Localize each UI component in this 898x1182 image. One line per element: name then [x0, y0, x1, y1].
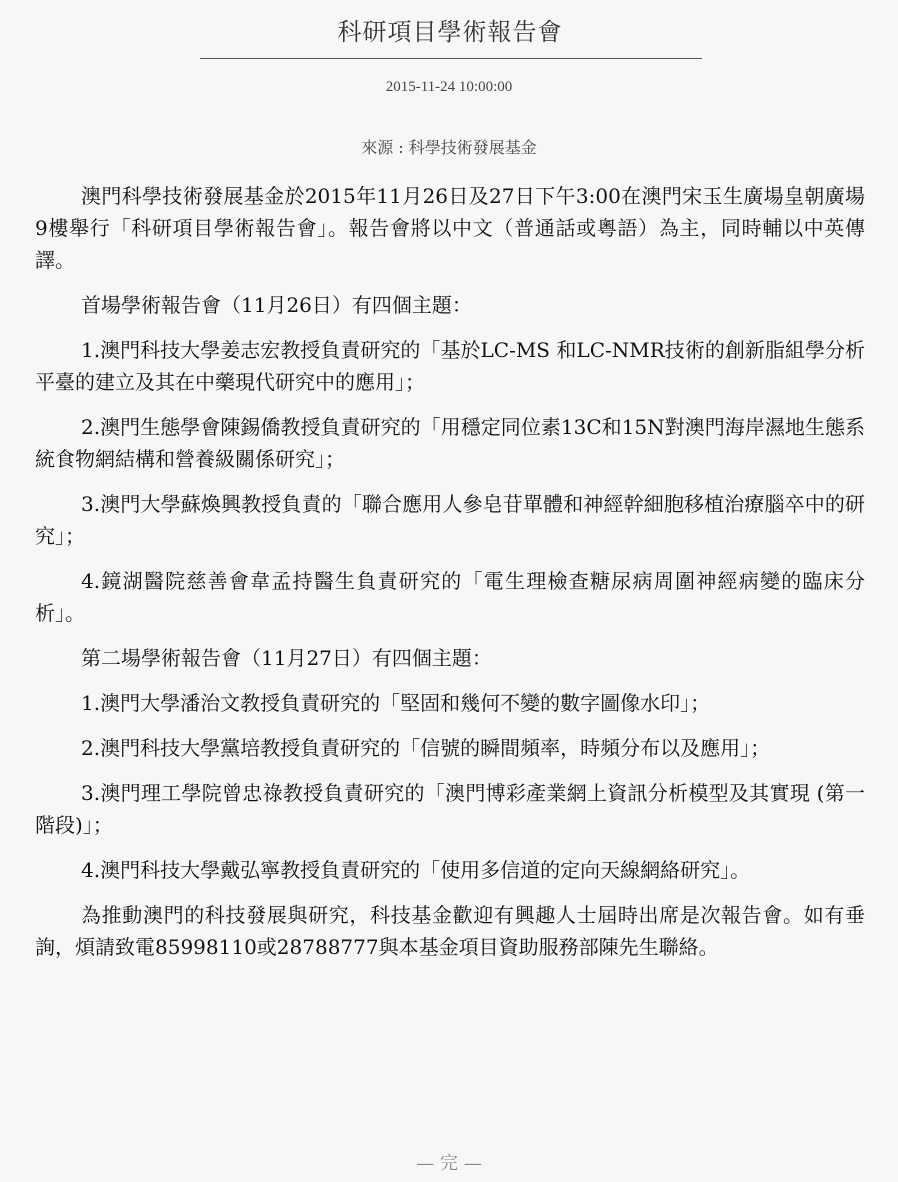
article-title: 科研項目學術報告會	[337, 18, 563, 46]
closing-paragraph: 為推動澳門的科技發展與研究，科技基金歡迎有興趣人士屆時出席是次報告會。如有垂詢，煩請致電85998110或28788777與本基金項目資助服務部陳先生聯絡。	[35, 903, 865, 959]
title-divider	[200, 58, 702, 59]
session-one-topic: 4.鏡湖醫院慈善會韋孟持醫生負責研究的「電生理檢查糖尿病周圍神經病變的臨床分析」。	[35, 569, 865, 625]
session-one-topic: 3.澳門大學蘇煥興教授負責的「聯合應用人參皂苷單體和神經幹細胞移植治療腦卒中的研究」；	[35, 492, 865, 548]
session-two-heading: 第二場學術報告會（11月27日）有四個主題：	[81, 646, 492, 670]
session-one-heading: 首場學術報告會（11月26日）有四個主題：	[81, 293, 472, 317]
session-two-topic: 4.澳門科技大學戴弘寧教授負責研究的「使用多信道的定向天線網絡研究」。	[81, 858, 751, 882]
article-body	[35, 180, 865, 976]
article-source: 來源 : 科學技術發展基金	[361, 138, 537, 157]
session-two-topic: 3.澳門理工學院曾忠祿教授負責研究的「澳門博彩產業網上資訊分析模型及其實現 (第一階段)」；	[35, 781, 865, 837]
session-one-topic: 2.澳門生態學會陳錫僑教授負責研究的「用穩定同位素13C和15N對澳門海岸濕地生態系統食物網結構和營養級關係研究」；	[35, 415, 865, 471]
publish-datetime: 2015-11-24 10:00:00	[385, 79, 513, 95]
intro-paragraph: 澳門科學技術發展基金於2015年11月26日及27日下午3:00在澳門宋玉生廣場皇朝廣場9樓舉行「科研項目學術報告會」。報告會將以中文（普通話或粵語）為主，同時輔以中英傳譯。	[35, 184, 865, 272]
session-two-topic: 1.澳門大學潘治文教授負責研究的「堅固和幾何不變的數字圖像水印」；	[81, 691, 711, 715]
session-two-topic: 2.澳門科技大學黨培教授負責研究的「信號的瞬間頻率，時頻分布以及應用」；	[81, 736, 771, 760]
session-one-topic: 1.澳門科技大學姜志宏教授負責研究的「基於LC-MS 和LC-NMR技術的創新脂組學分析平臺的建立及其在中藥現代研究中的應用」；	[35, 338, 865, 394]
end-mark: — 完 —	[416, 1153, 482, 1174]
